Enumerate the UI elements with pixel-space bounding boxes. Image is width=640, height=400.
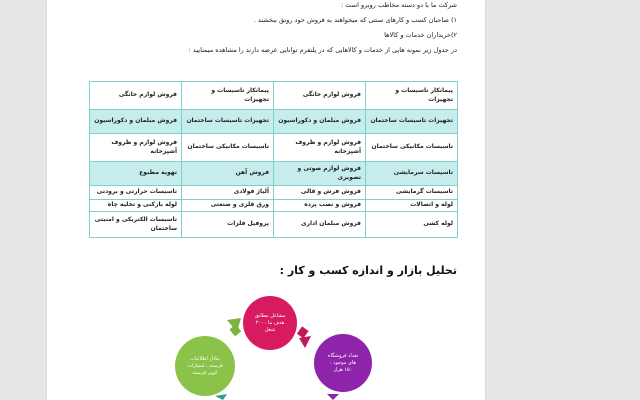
table-cell: آلیاژ فولادی xyxy=(182,186,274,200)
table-row xyxy=(90,162,458,186)
table-cell: پیمانکار تاسیسات و تجهیزات xyxy=(182,82,274,110)
table-cell: فروش آهن xyxy=(182,162,274,186)
table-cell: فروش فرش و قالی xyxy=(274,186,366,200)
table-cell: تاسیسات حرارتی و برودتی xyxy=(90,186,182,200)
table-cell: تاسیسات مکانیکی ساختمان xyxy=(366,134,458,162)
table-row xyxy=(90,186,458,200)
table-cell: فروش لوازم خانگی xyxy=(274,82,366,110)
table-cell: تاسیسات الکتریکی و امنیتی ساختمان xyxy=(90,212,182,238)
circle-store-count xyxy=(314,334,372,392)
table-cell: تاسیسات سرمایشی xyxy=(366,162,458,186)
section-heading: تحلیل بازار و اندازه کسب و کار : xyxy=(279,264,457,277)
table-row xyxy=(90,134,458,162)
table-cell: تاسیسات مکانیکی ساختمان xyxy=(182,134,274,162)
table-cell: فروش مبلمان اداری xyxy=(274,212,366,238)
table-cell: تاسیسات گرمایشی xyxy=(366,186,458,200)
circle-target-businesses xyxy=(243,296,297,350)
circle-label: های موجود : xyxy=(329,359,357,366)
table-cell: فروش لوازم و ظروف آشپزخانه xyxy=(90,134,182,162)
circle-label: تبادل اطلاعات xyxy=(190,355,220,362)
arrow-left-top xyxy=(227,318,241,336)
table-cell: پیمانکار تاسیسات و تجهیزات xyxy=(366,82,458,110)
table-cell: لوله و اتصالات xyxy=(366,200,458,212)
table-cell: تهویه مطبوع xyxy=(90,162,182,186)
circle-label: ۱۵۰ هزار xyxy=(333,366,353,373)
circle-label: کوپن فرسته xyxy=(192,369,218,376)
table-row xyxy=(90,200,458,212)
table-cell: تجهیزات تاسیسات ساختمان xyxy=(182,110,274,134)
table-cell: فروش مبلمان و دکوراسیون xyxy=(90,110,182,134)
table-row xyxy=(90,212,458,238)
table-cell: پروفیل فلزات xyxy=(182,212,274,238)
document-page xyxy=(47,0,485,400)
services-table xyxy=(89,81,458,238)
table-cell: تجهیزات تاسیسات ساختمان xyxy=(366,110,458,134)
table-cell: فروش لوازم صوتی و تصویری xyxy=(274,162,366,186)
intro-line: در جدول زیر نمونه هایی از خدمات و کالاهایی که در پلتفرم توانایی عرضه دارند را مشاهده میمنایید : xyxy=(188,46,457,54)
table-cell: فروش لوازم و ظروف آشپزخانه xyxy=(274,134,366,162)
circle-label: فرسته ، امتیازات xyxy=(187,362,223,369)
table-cell: فروش و نصب پرده xyxy=(274,200,366,212)
intro-line: ۱) صاحبان کسب و کارهای سنتی که میخواهند به فروش خود رونق ببخشند . xyxy=(253,16,457,24)
circle-label: مشاغل مطابق xyxy=(254,312,286,319)
intro-line: ۲)خریداران خدمات و کالاها xyxy=(384,31,457,39)
table-cell: لوله بازکنی و تخلیه چاه xyxy=(90,200,182,212)
arrow-top-right xyxy=(297,326,311,348)
intro-text xyxy=(77,0,457,58)
circle-label: شغل xyxy=(264,326,276,333)
table-cell: ورق فلزی و صنعتی xyxy=(182,200,274,212)
intro-line: شرکت ما با دو دسته مخاطب روبرو است : xyxy=(341,1,457,9)
table-cell: فروش مبلمان و دکوراسیون xyxy=(274,110,366,134)
circle-info-exchange xyxy=(175,336,235,396)
market-cycle-diagram xyxy=(47,280,485,400)
circle-label: هدف ما ۲۰۰۰ xyxy=(255,319,285,326)
table-row xyxy=(90,110,458,134)
table-cell: لوله کشی xyxy=(366,212,458,238)
circle-label: تعداد فروشگاه xyxy=(327,352,359,359)
arrow-bottom-left xyxy=(215,394,227,400)
table-cell: فروش لوازم خانگی xyxy=(90,82,182,110)
arrow-right-bottom xyxy=(327,394,339,400)
table-row xyxy=(90,82,458,110)
